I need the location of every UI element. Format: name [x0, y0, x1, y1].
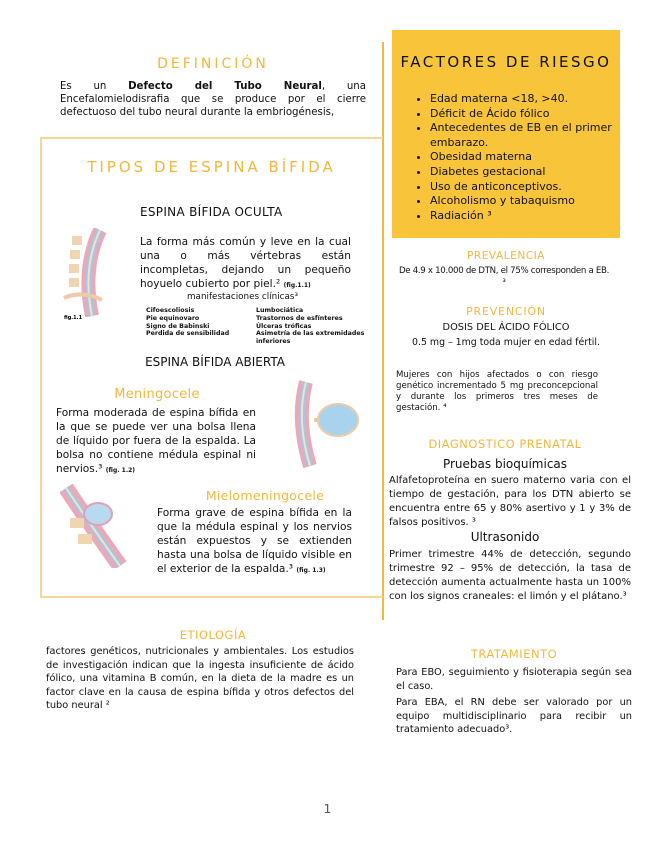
- manifestacion-item: Úlceras tróficas: [256, 322, 312, 330]
- meningocele-text: [56, 406, 256, 478]
- etiologia-title: ETIOLOGÍA: [179, 628, 247, 642]
- diagnostico-text-bioquimicas: Alfafetoproteína en suero materno varia con el tiempo de gestación, para los DTN abierto se encuentra entre 65 y 80% asertivo y 1 y 3% de falsos positivos. ³: [389, 475, 631, 528]
- factor-item: • Uso de anticonceptivos.: [430, 180, 630, 195]
- prevencion-title: PREVENCIÓN: [466, 305, 546, 318]
- oculta-img-fig: fig.1.1: [64, 315, 83, 320]
- diagnostico-subtitle: Pruebas bioquímicas: [442, 457, 568, 471]
- factores-box: [392, 30, 620, 238]
- oculta-illustration: [62, 228, 132, 320]
- diagnostico-text-ultrasonido: Primer trimestre 44% de detección, segundo trimestre 92 – 95% de detección, la tasa de detección aumenta actualmente hasta un 100% con los signos craneales: el limón y el plátano.³: [389, 549, 631, 602]
- definicion-title: DEFINICIÓN: [157, 56, 269, 72]
- oculta-text: [140, 235, 351, 293]
- etiologia-text: factores genéticos, nutricionales y ambientales. Los estudios de investigación indican que la ingesta insuficiente de ácido fólico, una vitamina B común, en la dieta de la madre es un factor clave en la causa de espina bífida y otros defectos del tubo neural ²: [46, 646, 354, 711]
- manifestaciones-title: manifestaciones clínicas³: [186, 292, 299, 302]
- tratamiento-ebo: Para EBO, seguimiento y fisioterapia según sea el caso.: [396, 667, 632, 692]
- manifestacion-item: Asimetría de las extremidades inferiores: [256, 330, 365, 346]
- factor-item: • Diabetes gestacional: [430, 165, 630, 180]
- tratamiento-eba: Para EBA, el RN debe ser valorado por un equipo multidisciplinario para recibir un tratamiento adecuado³.: [396, 697, 632, 735]
- factor-item: • Edad materna <18, >40.: [430, 92, 630, 107]
- definicion-post: , una Encefalomielodisrafia que se produce por el cierre defectuoso del tubo neural durante la embriogénesis,: [60, 81, 366, 118]
- manifestaciones-left: [146, 307, 246, 338]
- manifestacion-item: Lumbociática: [256, 307, 304, 314]
- prevalencia-text: De 4.9 x 10.000 de DTN, el 75% corresponden a EB. ³: [398, 266, 610, 288]
- manifestacion-item: Cifoescoliosis: [146, 307, 195, 314]
- abierta-title: ESPINA BÍFIDA ABIERTA: [145, 355, 285, 369]
- factor-item: • Radiación ³: [430, 209, 630, 224]
- page-number: 1: [323, 802, 332, 816]
- mielomeningocele-text: [157, 506, 352, 578]
- tipos-title: TIPOS DE ESPINA BÍFIDA: [87, 158, 336, 176]
- mielomeningocele-fig-ref: (fig. 1.3): [296, 567, 326, 574]
- oculta-title: ESPINA BÍFIDA OCULTA: [140, 205, 283, 219]
- definicion-bold: Defecto del Tubo Neural: [128, 81, 322, 92]
- prevencion-text: Mujeres con hijos afectados o con riesgo genético incrementado 5 mg preconcepcional y durante los primeros tres meses de gestación. ⁴: [396, 370, 598, 413]
- factor-item: • Obesidad materna: [430, 150, 630, 165]
- meningocele-text-body: Forma moderada de espina bífida en la que se puede ver una bolsa llena de líquido por fuera de la espalda. La bolsa no contiene médula espinal ni nervios.³: [56, 407, 256, 475]
- tratamiento-title: TRATAMIENTO: [470, 647, 558, 661]
- mielomeningocele-illustration: [60, 484, 150, 568]
- tratamiento-text: [396, 666, 632, 740]
- prevalencia-title: PREVALENCIA: [466, 250, 546, 262]
- manifestaciones-right: [256, 307, 376, 346]
- definicion-pre: Es un: [60, 81, 129, 92]
- manifestacion-item: Trastornos de esfínteres: [256, 314, 343, 322]
- manifestacion-item: Perdida de sensibilidad: [146, 330, 230, 338]
- definicion-text: [60, 80, 366, 119]
- prevencion-dose: 0.5 mg – 1mg toda mujer en edad fértil.: [412, 337, 600, 348]
- manifestacion-item: Signo de Babinski: [146, 322, 210, 330]
- factores-list: [414, 92, 630, 223]
- oculta-text-body: La forma más común y leve en la cual una o más vértebras están incompletas, dejando un pequeño hoyuelo cubierto por piel.²: [140, 236, 351, 290]
- factor-item: • Antecedentes de EB en el primer embarazo.: [430, 121, 630, 150]
- diagnostico-title: DIAGNOSTICO PRENATAL: [428, 437, 582, 451]
- diagnostico-ultrasonido-title: Ultrasonido: [470, 530, 540, 544]
- factor-item: • Déficit de Ácido fólico: [430, 107, 630, 122]
- mielomeningocele-title: Mielomeningocele: [205, 488, 325, 503]
- meningocele-fig-ref: (fig. 1.2): [105, 467, 136, 474]
- factores-title: FACTORES DE RIESGO: [400, 53, 612, 71]
- manifestacion-item: Pie equinovaro: [146, 314, 200, 322]
- oculta-fig-ref: (fig.1.1): [283, 282, 311, 289]
- mielomeningocele-text-body: Forma grave de espina bífida en la que la médula espinal y los nervios están expuestos y se extienden hasta una bolsa de líquido visible en el exterior de la espalda.³: [157, 507, 352, 575]
- meningocele-title: Meningocele: [114, 387, 200, 402]
- meningocele-illustration: [286, 380, 366, 468]
- prevencion-subtitle: DOSIS DEL ÁCIDO FÓLICO: [442, 322, 570, 333]
- factor-item: • Alcoholismo y tabaquismo: [430, 194, 630, 209]
